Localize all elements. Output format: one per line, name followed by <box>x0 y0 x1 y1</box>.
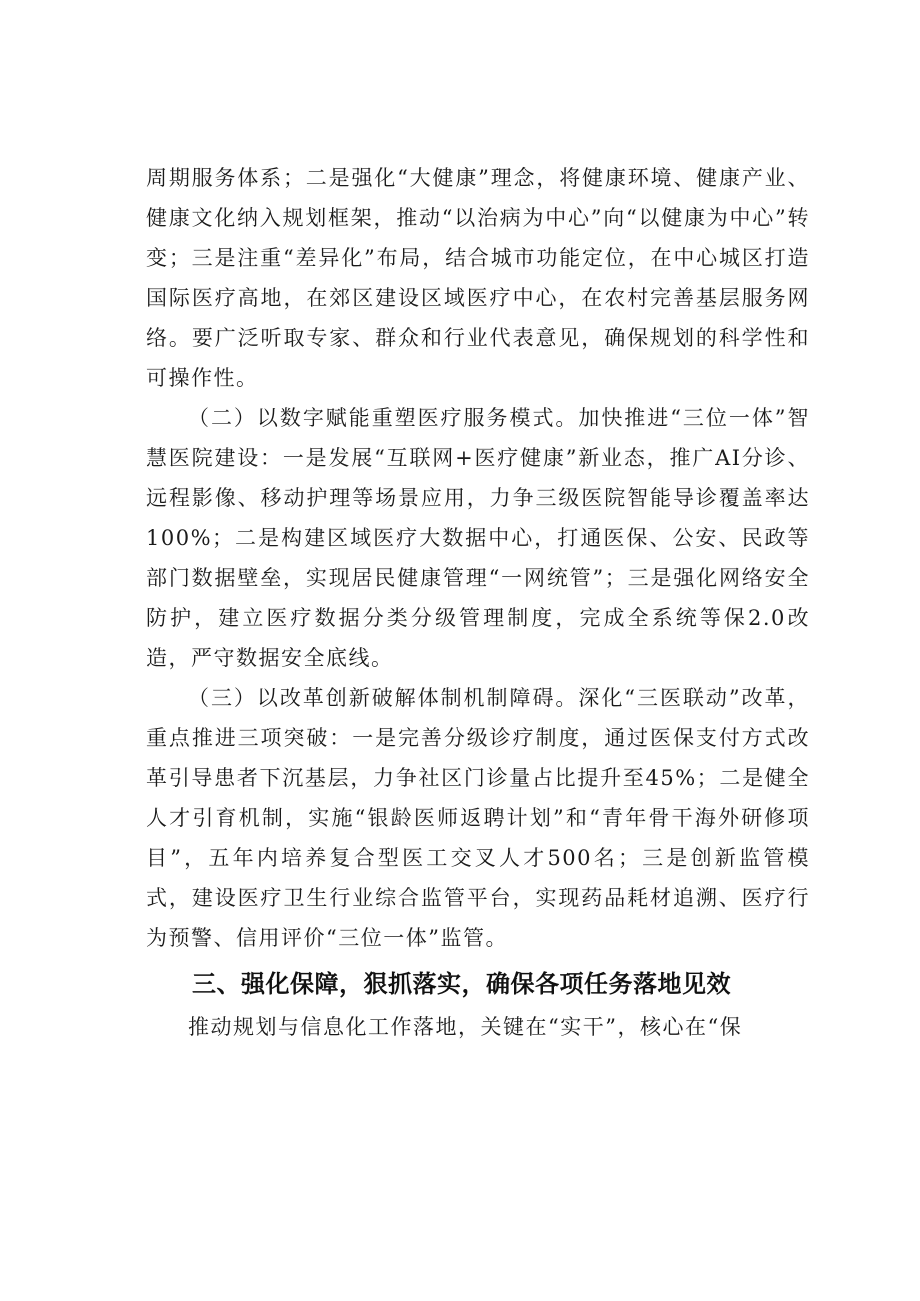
paragraph-closing: 推动规划与信息化工作落地，关键在“实干”，核心在“保 <box>188 1015 743 1039</box>
paragraph-reform-innovation: （三）以改革创新破解体制机制障碍。深化“三医联动”改革，重点推进三项突破：一是完善分级诊疗制度，通过医保支付方式改革引导患者下沉基层，力争社区门诊量占比提升至45%；二是健全人才引育机制，实施“银龄医师返聘计划”和“青年骨干海外研修项目”，五年内培养复合型医工交叉人才500名；三是创新监管模式，建设医疗卫生行业综合监管平台，实现药品耗材追溯、医疗行为预警、信用评价“三位一体”监管。 <box>146 686 810 950</box>
paragraph-digital-empowerment: （二）以数字赋能重塑医疗服务模式。加快推进“三位一体”智慧医院建设：一是发展“互联网+医疗健康”新业态，推广AI分诊、远程影像、移动护理等场景应用，力争三级医院智能导诊覆盖率达100%；二是构建区域医疗大数据中心，打通医保、公安、民政等部门数据壁垒，实现居民健康管理“一网统管”；三是强化网络安全防护，建立医疗数据分类分级管理制度，完成全系统等保2.0改造，严守数据安全底线。 <box>146 406 810 670</box>
paragraph-continued: 周期服务体系；二是强化“大健康”理念，将健康环境、健康产业、健康文化纳入规划框架，推动“以治病为中心”向“以健康为中心”转变；三是注重“差异化”布局，结合城市功能定位，在中心城区打造国际医疗高地，在郊区建设区域医疗中心，在农村完善基层服务网络。要广泛听取专家、群众和行业代表意见，确保规划的科学性和可操作性。 <box>146 166 810 390</box>
document-body <box>146 158 810 1047</box>
section-heading: 三、强化保障，狠抓落实，确保各项任务落地见效 <box>192 970 731 998</box>
